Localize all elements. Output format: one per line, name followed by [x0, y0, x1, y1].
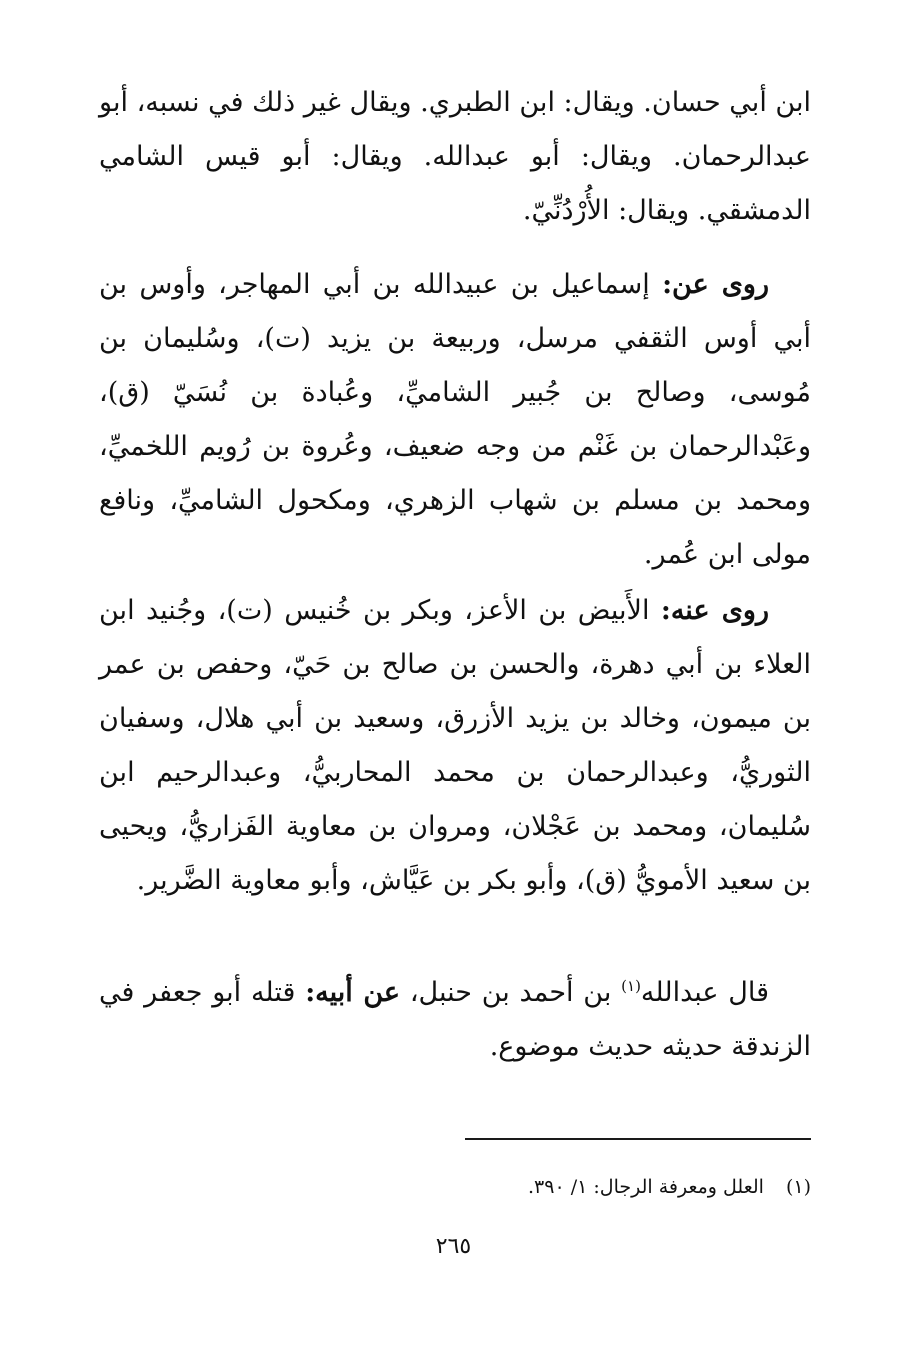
- footnote-number: (١): [785, 1176, 811, 1198]
- quote-middle: بن أحمد بن حنبل،: [400, 977, 622, 1008]
- narrated-by-label: روى عنه:: [660, 595, 770, 626]
- paragraph-names: ابن أبي حسان. ويقال: ابن الطبري. ويقال غير ذلك في نسبه، أبو عبدالرحمان. ويقال: أبو عبدالله. ويقال: أبو قيس الشامي الدمشقي. ويقال: الأُرْدُنِّيّ.: [99, 87, 811, 226]
- footnote-text: العلل ومعرفة الرجال: ١/ ٣٩٠.: [527, 1176, 764, 1198]
- narrated-from-label: روى عن:: [662, 269, 769, 300]
- footnote-divider: [465, 1138, 811, 1140]
- quote-end: قتله أبو جعفر في الزندقة حديثه حديث موضوع.: [99, 977, 811, 1062]
- quote-start: قال عبدالله: [640, 977, 770, 1008]
- paragraph-quote: [99, 966, 811, 1074]
- footnote-reference[interactable]: (١): [621, 977, 641, 995]
- quote-source-label: عن أبيه:: [305, 977, 401, 1008]
- page-number: ٢٦٥: [435, 1234, 472, 1259]
- narrated-from-text: إسماعيل بن عبيدالله بن أبي المهاجر، وأوس بن أبي أوس الثقفي مرسل، وربيعة بن يزيد (ت)، وسُليمان بن مُوسى، وصالح بن جُبير الشاميِّ، وعُبادة بن نُسَيّ (ق)، وعَبْدالرحمان بن غَنْم من وجه ضعيف، وعُروة بن رُويم اللخميِّ، ومحمد بن مسلم بن شهاب الزهري، ومكحول الشاميِّ، ونافع مولى ابن عُمر.: [99, 269, 811, 570]
- paragraph-narrated-from: [99, 258, 811, 582]
- paragraph-narrated-by: [99, 584, 811, 908]
- narrated-by-text: الأَبيض بن الأعز، وبكر بن خُنيس (ت)، وجُنيد ابن العلاء بن أبي دهرة، والحسن بن صالح بن حَيّ، وحفص بن عمر بن ميمون، وخالد بن يزيد الأزرق، وسعيد بن أبي هلال، وسفيان الثوريُّ، وعبدالرحمان بن محمد المحاربيُّ، وعبدالرحيم ابن سُليمان، ومحمد بن عَجْلان، ومروان بن معاوية الفَزاريُّ، ويحيى بن سعيد الأمويُّ (ق)، وأبو بكر بن عَيَّاش، وأبو معاوية الضَّرير.: [99, 595, 811, 896]
- footnote: [99, 1172, 811, 1202]
